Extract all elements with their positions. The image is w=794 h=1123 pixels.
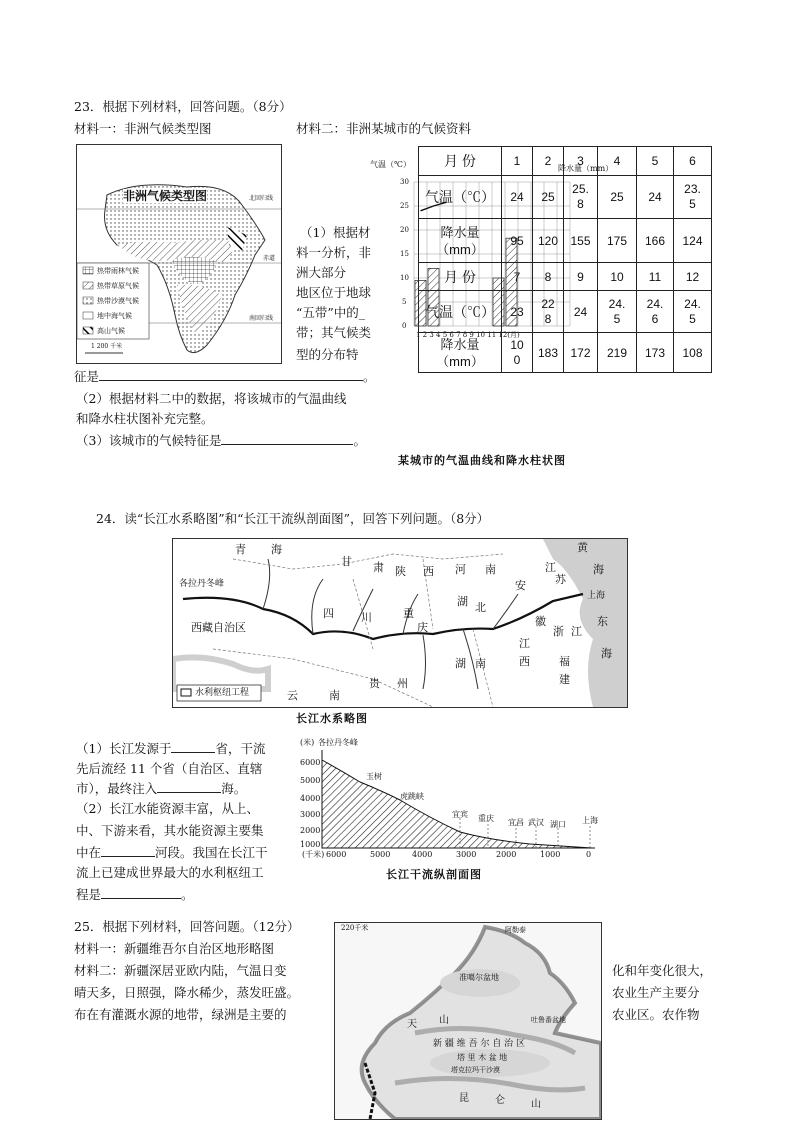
p12: 108 xyxy=(674,333,712,373)
m6: 6 xyxy=(674,147,712,176)
profile-y-1000: 1000 xyxy=(300,840,321,849)
month-ticks: 1 2 3 4 5 6 7 8 9 10 11 12(月) xyxy=(416,331,520,339)
place-yushu: 玉树 xyxy=(366,772,382,781)
lbl-fujian-1: 福 xyxy=(559,655,570,668)
m8: 8 xyxy=(533,263,564,291)
t11: 24. 6 xyxy=(637,291,674,333)
t1: 24 xyxy=(502,176,533,219)
lbl-tibet: 西藏自治区 xyxy=(191,621,246,634)
profile-y-2000: 2000 xyxy=(300,826,321,835)
m7: 7 xyxy=(502,263,533,291)
legend-5: 高山气候 xyxy=(97,327,125,335)
q24-title: 24．读“长江水系略图”和“长江干流纵剖面图”，回答下列问题。（8分） xyxy=(96,511,490,526)
profile-y-unit: (米) xyxy=(300,738,315,747)
equator-label: 赤道 xyxy=(263,255,276,262)
m12: 12 xyxy=(674,263,712,291)
q23-1-line7: 型的分布特 xyxy=(296,347,359,362)
p7: 10 0 xyxy=(502,333,533,373)
lbl-qinghai-2: 海 xyxy=(271,543,282,556)
t4: 25 xyxy=(598,176,637,219)
profile-y-4000: 4000 xyxy=(300,794,321,803)
q24-2-line4: 流上已建成世界最大的水利枢纽工 xyxy=(76,865,264,880)
q23-2-line1: （2）根据材料二中的数据，将该城市的气温曲线 xyxy=(76,391,347,406)
lbl-shaanxi-2: 西 xyxy=(423,565,434,578)
lbl-sichuan-1: 四 xyxy=(323,607,334,620)
lbl-chongqing-2: 庆 xyxy=(417,621,428,634)
lbl-zhejiang-1: 浙 xyxy=(553,625,564,638)
temp-tick-10: 10 xyxy=(400,274,409,282)
month-header-2: 月 份 xyxy=(419,263,502,291)
m2: 2 xyxy=(533,147,564,176)
t6: 23. 5 xyxy=(674,176,712,219)
p4: 175 xyxy=(598,219,637,263)
q25-m2c: 布在有灌溉水源的地带，绿洲是主要的 xyxy=(74,1007,287,1022)
xj-kun: 昆 xyxy=(459,1093,469,1104)
t3: 25. 8 xyxy=(564,176,598,219)
lbl-eastsea-1: 东 xyxy=(597,615,608,628)
lbl-hubei-1: 湖 xyxy=(457,595,468,608)
t7: 23 xyxy=(502,291,533,333)
t2: 25 xyxy=(533,176,564,219)
q23-3: （3）该城市的气候特征是 。 xyxy=(76,433,366,448)
africa-map-title: 非洲气候类型图 xyxy=(123,189,208,203)
p9: 172 xyxy=(564,333,598,373)
lbl-geladandong: 各拉丹冬峰 xyxy=(179,579,225,589)
africa-climate-map xyxy=(76,144,282,364)
place-yichang: 宜昌 xyxy=(508,818,524,827)
q24-1-line3: 市），最终注入 海。 xyxy=(76,781,247,796)
t5: 24 xyxy=(637,176,674,219)
q23-material1: 材料一：非洲气候类型图 xyxy=(74,121,212,136)
xj-shan: 山 xyxy=(439,1015,449,1026)
p3: 155 xyxy=(564,219,598,263)
p6: 124 xyxy=(674,219,712,263)
p2: 120 xyxy=(533,219,564,263)
lbl-zhejiang-2: 江 xyxy=(571,625,582,638)
lbl-guizhou-1: 贵 xyxy=(369,677,380,690)
legend-2: 热带草原气候 xyxy=(97,282,139,290)
temp-tick-20: 20 xyxy=(400,226,409,234)
lbl-yellowsea-2: 海 xyxy=(593,563,604,576)
temp-tick-30: 30 xyxy=(400,178,409,186)
p10: 219 xyxy=(598,333,637,373)
yangtze-map-caption: 长江水系略图 xyxy=(296,712,368,725)
lbl-eastsea-2: 海 xyxy=(601,647,612,660)
lbl-anhui-2: 徽 xyxy=(535,615,546,628)
t10: 24. 5 xyxy=(598,291,637,333)
q23-1-end: 征是 。 xyxy=(74,369,376,384)
p11: 173 xyxy=(637,333,674,373)
xj-scale: 220千米 xyxy=(341,924,369,932)
lbl-hubei-2: 北 xyxy=(475,601,486,614)
place-yibin: 宜宾 xyxy=(452,810,468,819)
north-tropic-label: 北回归线 xyxy=(249,195,274,202)
place-chongqing: 重庆 xyxy=(478,814,494,823)
q23-1-line4: 地区位于地球 xyxy=(296,285,372,300)
q24-2-line1: （2）长江水能资源丰富，从上、 xyxy=(76,801,259,816)
q24-1-line2: 先后流经 11 个省（自治区、直辖 xyxy=(76,761,263,776)
m4: 4 xyxy=(598,147,637,176)
xj-shan2: 山 xyxy=(531,1099,541,1110)
q24-1-line1: （1）长江发源于 省，干流 xyxy=(76,741,266,756)
lbl-hunan-2: 南 xyxy=(475,657,486,670)
p5: 166 xyxy=(637,219,674,263)
lbl-shanghai: 上海 xyxy=(587,591,606,601)
legend-4: 地中海气候 xyxy=(97,312,132,320)
profile-y-6000: 6000 xyxy=(300,758,321,767)
lbl-jiangxi-2: 西 xyxy=(519,655,530,668)
place-wuhan: 武汉 xyxy=(528,818,544,827)
lbl-chongqing-1: 重 xyxy=(403,607,414,620)
chart-prec-axis-label: 降水量（mm） xyxy=(558,164,614,173)
q25-r3: 农业区。农作物 xyxy=(612,1007,700,1022)
q23-1-line2: 料一分析，非 xyxy=(296,245,372,260)
temp-header-1: 气温（℃） xyxy=(419,176,502,219)
lbl-fujian-2: 建 xyxy=(559,673,570,686)
prec-header-2: 降水量 （mm） xyxy=(419,333,502,373)
climate-chart-caption: 某城市的气温曲线和降水柱状图 xyxy=(398,454,566,467)
q24-2-line5: 程是 。 xyxy=(76,887,194,902)
q24-2-line3: 中在 河段。我国在长江干 xyxy=(76,845,268,860)
q23-1-line5: “五带”中的_ xyxy=(296,305,366,320)
lbl-anhui-1: 安 xyxy=(515,579,526,592)
q23-title: 23．根据下列材料，回答问题。（8分） xyxy=(74,99,292,114)
m5: 5 xyxy=(637,147,674,176)
chart-temp-axis-label: 气温（℃） xyxy=(370,160,411,169)
month-header-1: 月 份 xyxy=(419,147,502,176)
temp-tick-25: 25 xyxy=(400,202,409,210)
xj-tarim: 塔 里 木 盆 地 xyxy=(457,1053,508,1062)
profile-y-5000: 5000 xyxy=(300,776,321,785)
yangtze-profile xyxy=(300,740,610,864)
m10: 10 xyxy=(598,263,637,291)
temp-tick-15: 15 xyxy=(400,250,409,258)
profile-x-1000: 1000 xyxy=(540,850,561,859)
p1: 95 xyxy=(502,219,533,263)
profile-x-0: 0 xyxy=(586,850,592,859)
lbl-guizhou-2: 州 xyxy=(397,677,408,690)
xj-junggar: 准噶尔盆地 xyxy=(459,973,499,982)
m11: 11 xyxy=(637,263,674,291)
profile-x-unit: (千米) xyxy=(302,850,325,859)
profile-x-3000: 3000 xyxy=(456,850,477,859)
q23-2-line2: 和降水柱状图补充完整。 xyxy=(76,411,214,426)
lbl-sichuan-2: 川 xyxy=(361,611,372,624)
p8: 183 xyxy=(533,333,564,373)
profile-y-3000: 3000 xyxy=(300,810,321,819)
q24-2-line2: 中、下游来看，其水能资源主要集 xyxy=(76,823,264,838)
legend-1: 热带雨林气候 xyxy=(97,267,139,275)
lbl-shaanxi-1: 陕 xyxy=(395,565,406,578)
lbl-hunan-1: 湖 xyxy=(455,657,466,670)
lbl-yellowsea-1: 黄 xyxy=(577,541,588,554)
lbl-qinghai-1: 青 xyxy=(235,543,246,556)
q25-r1: 化和年变化很大， xyxy=(612,963,713,978)
xj-taklamakan: 塔克拉玛干沙漠 xyxy=(451,1066,500,1074)
map-legend-dam: 水利枢纽工程 xyxy=(195,688,250,698)
profile-x-6000: 6000 xyxy=(326,850,347,859)
q23-1-line3: 洲大部分 xyxy=(296,265,347,280)
t9: 24 xyxy=(564,291,598,333)
lbl-henan-2: 南 xyxy=(485,563,496,576)
south-tropic-label: 南回归线 xyxy=(249,315,274,322)
xj-tian: 天 xyxy=(407,1019,417,1030)
xinjiang-map xyxy=(334,922,602,1120)
lbl-jiangsu-1: 江 xyxy=(545,561,556,574)
lbl-yunnan-2: 南 xyxy=(329,689,340,702)
profile-x-4000: 4000 xyxy=(412,850,433,859)
q23-material2: 材料二：非洲某城市的气候资料 xyxy=(296,121,472,136)
profile-peak: 各拉丹冬峰 xyxy=(318,738,358,747)
q23-1-line6: 带；其气候类 xyxy=(296,325,372,340)
q25-r2: 农业生产主要分 xyxy=(612,985,700,1000)
q23-1-line1: （1）根据材 xyxy=(300,225,371,240)
xj-lun: 仑 xyxy=(495,1095,505,1106)
legend-3: 热带沙漠气候 xyxy=(97,297,139,305)
xj-turpan: 吐鲁番盆地 xyxy=(531,1016,566,1024)
q25-m1: 材料一：新疆维吾尔自治区地形略图 xyxy=(74,941,275,956)
q25-m2b: 晴天多，日照强，降水稀少，蒸发旺盛。 xyxy=(74,985,300,1000)
prec-header-1: 降水量 （mm） xyxy=(419,219,502,263)
temp-tick-5: 5 xyxy=(402,298,407,306)
q25-m2a: 材料二：新疆深居亚欧内陆，气温日变 xyxy=(74,963,287,978)
q25-title: 25．根据下列材料，回答问题。（12分） xyxy=(74,919,300,934)
t8: 22 8 xyxy=(533,291,564,333)
lbl-yunnan-1: 云 xyxy=(287,689,298,702)
climate-table xyxy=(418,146,712,373)
lbl-jiangsu-2: 苏 xyxy=(555,573,566,586)
yangtze-map xyxy=(172,538,628,708)
xj-region-name: 新 疆 维 吾 尔 自 治 区 xyxy=(433,1039,526,1049)
xj-altay: 阿勒泰 xyxy=(505,926,526,934)
t12: 24. 5 xyxy=(674,291,712,333)
lbl-henan-1: 河 xyxy=(455,563,466,576)
profile-x-5000: 5000 xyxy=(370,850,391,859)
lbl-gansu-1: 甘 xyxy=(341,555,352,568)
temp-tick-0: 0 xyxy=(402,322,407,330)
temp-header-2: 气温（℃） xyxy=(419,291,502,333)
m1: 1 xyxy=(502,147,533,176)
profile-x-2000: 2000 xyxy=(496,850,517,859)
m9: 9 xyxy=(564,263,598,291)
place-hutiaoxia: 虎跳峡 xyxy=(400,792,424,801)
place-shanghai: 上海 xyxy=(582,816,598,825)
profile-caption: 长江干流纵剖面图 xyxy=(386,868,482,881)
m3: 3 xyxy=(564,147,598,176)
place-hukou: 湖口 xyxy=(550,820,566,829)
lbl-jiangxi-1: 江 xyxy=(519,637,530,650)
map-scale: 1 200 千米 xyxy=(91,343,123,350)
lbl-gansu-2: 肃 xyxy=(373,561,384,574)
